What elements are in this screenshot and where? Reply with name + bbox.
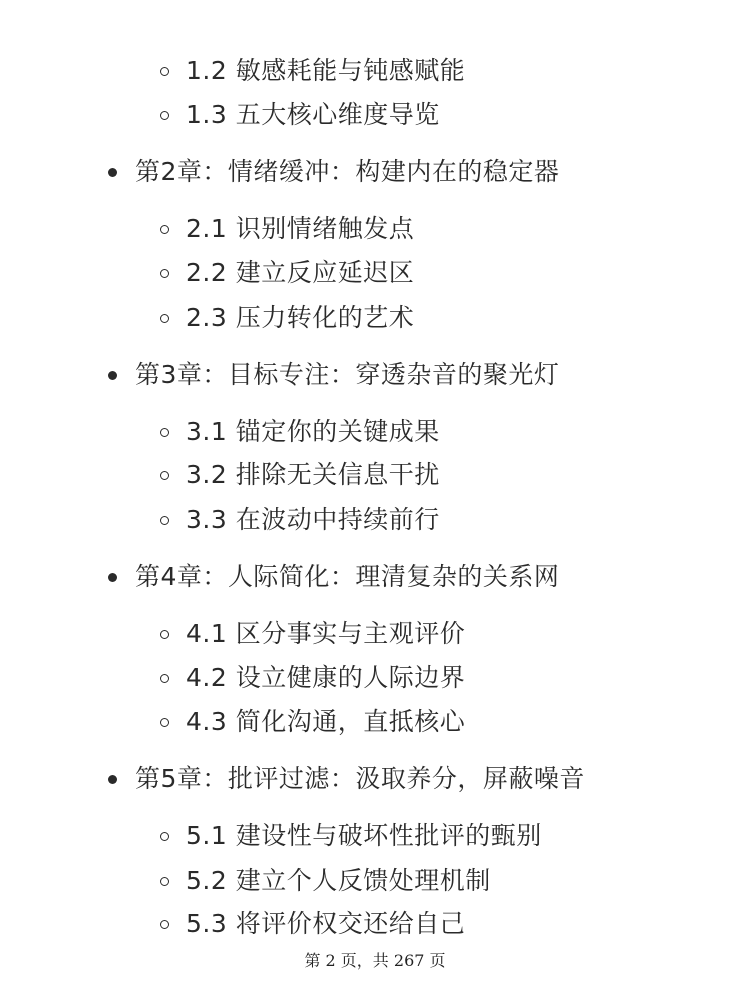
hollow-bullet-icon (160, 718, 169, 727)
hollow-bullet-icon (160, 471, 169, 480)
toc-section-label: 4.2 设立健康的人际边界 (186, 663, 466, 692)
solid-bullet-icon (108, 168, 117, 177)
toc-chapter-3[interactable] (108, 355, 559, 395)
hollow-bullet-icon (160, 877, 169, 886)
toc-section-label: 2.3 压力转化的艺术 (186, 303, 415, 332)
toc-chapter-label: 第2章：情绪缓冲：构建内在的稳定器 (135, 157, 560, 186)
toc-section-2-2[interactable] (160, 253, 414, 293)
toc-chapter-4[interactable] (108, 557, 559, 597)
toc-section-label: 1.2 敏感耗能与钝感赋能 (186, 56, 466, 85)
toc-section-label: 3.3 在波动中持续前行 (186, 505, 440, 534)
toc-section-label: 1.3 五大核心维度导览 (186, 100, 440, 129)
toc-section-label: 3.1 锚定你的关键成果 (186, 417, 440, 446)
hollow-bullet-icon (160, 516, 169, 525)
hollow-bullet-icon (160, 314, 169, 323)
toc-section-label: 2.1 识别情绪触发点 (186, 214, 415, 243)
toc-section-5-1[interactable] (160, 816, 542, 856)
toc-section-4-1[interactable] (160, 614, 465, 654)
hollow-bullet-icon (160, 674, 169, 683)
toc-section-2-3[interactable] (160, 298, 414, 338)
toc-section-3-3[interactable] (160, 500, 440, 540)
toc-section-label: 4.1 区分事实与主观评价 (186, 619, 466, 648)
toc-section-4-2[interactable] (160, 658, 465, 698)
hollow-bullet-icon (160, 111, 169, 120)
toc-section-label: 3.2 排除无关信息干扰 (186, 460, 440, 489)
toc-section-label: 2.2 建立反应延迟区 (186, 258, 415, 287)
hollow-bullet-icon (160, 630, 169, 639)
toc-chapter-5[interactable] (108, 759, 585, 799)
solid-bullet-icon (108, 371, 117, 380)
solid-bullet-icon (108, 775, 117, 784)
hollow-bullet-icon (160, 920, 169, 929)
toc-section-label: 5.2 建立个人反馈处理机制 (186, 866, 491, 895)
toc-section-5-3[interactable] (160, 904, 465, 944)
toc-section-4-3[interactable] (160, 702, 465, 742)
toc-section-1-2[interactable] (160, 51, 465, 91)
toc-section-2-1[interactable] (160, 209, 414, 249)
solid-bullet-icon (108, 573, 117, 582)
toc-chapter-label: 第4章：人际简化：理清复杂的关系网 (135, 562, 560, 591)
hollow-bullet-icon (160, 67, 169, 76)
toc-section-3-1[interactable] (160, 412, 440, 452)
hollow-bullet-icon (160, 428, 169, 437)
page-number-footer: 第 2 页，共 267 页 (304, 951, 446, 970)
toc-section-label: 4.3 简化沟通，直抵核心 (186, 707, 466, 736)
hollow-bullet-icon (160, 832, 169, 841)
hollow-bullet-icon (160, 269, 169, 278)
hollow-bullet-icon (160, 225, 169, 234)
toc-chapter-2[interactable] (108, 152, 559, 192)
toc-section-3-2[interactable] (160, 455, 440, 495)
toc-section-label: 5.3 将评价权交还给自己 (186, 909, 466, 938)
toc-section-label: 5.1 建设性与破坏性批评的甄别 (186, 821, 542, 850)
toc-section-1-3[interactable] (160, 95, 440, 135)
toc-chapter-label: 第3章：目标专注：穿透杂音的聚光灯 (135, 360, 560, 389)
toc-chapter-label: 第5章：批评过滤：汲取养分，屏蔽噪音 (135, 764, 585, 793)
toc-section-5-2[interactable] (160, 861, 491, 901)
